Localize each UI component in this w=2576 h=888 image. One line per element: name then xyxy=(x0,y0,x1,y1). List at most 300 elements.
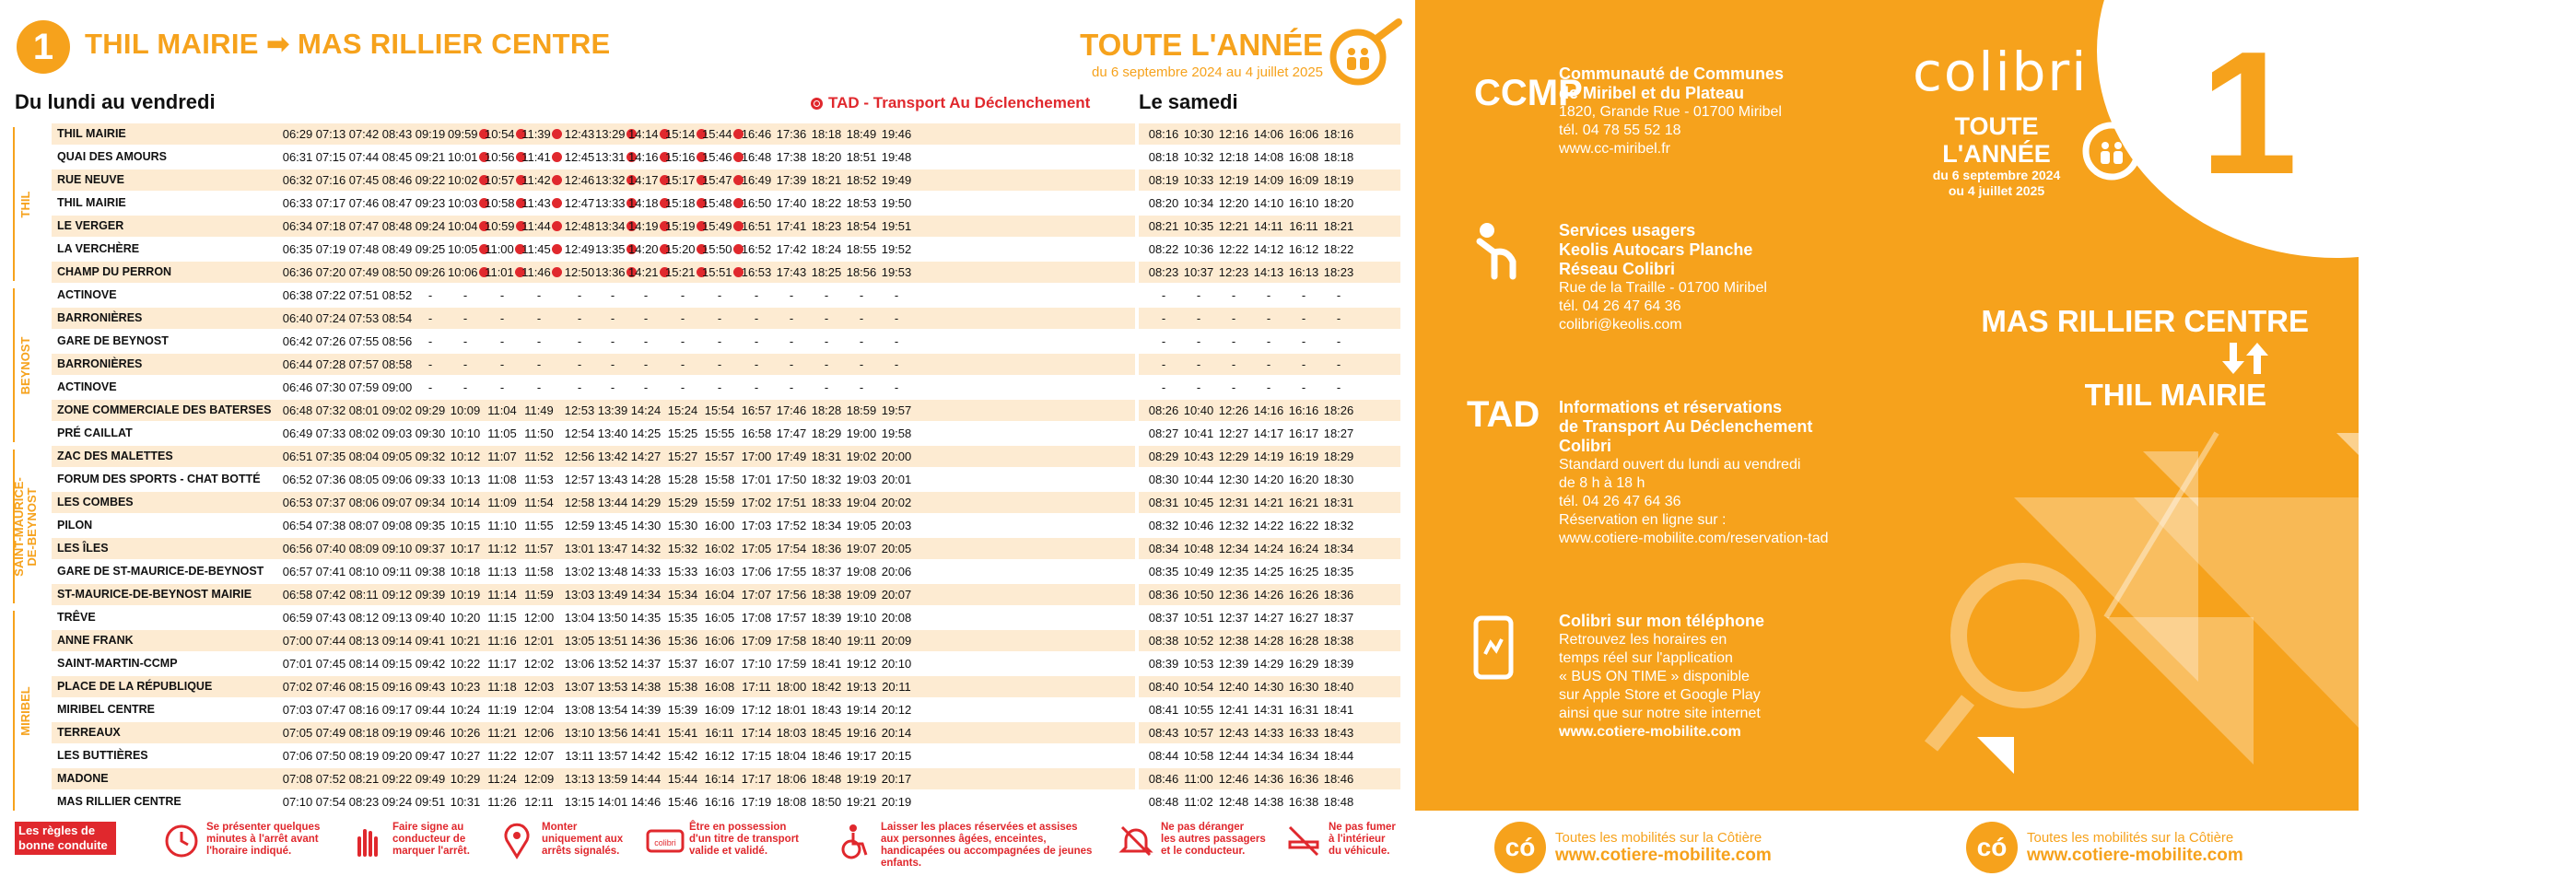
weekday-time: 07:53 xyxy=(348,311,380,325)
table-row xyxy=(13,169,1400,191)
weekday-time: 16:49 xyxy=(741,173,772,187)
table-row xyxy=(13,146,1400,168)
saturday-time: 14:36 xyxy=(1253,772,1284,786)
weekday-time: 18:34 xyxy=(811,519,842,532)
saturday-time: 16:29 xyxy=(1288,657,1319,671)
weekday-time: - xyxy=(680,288,685,302)
ccmp-phone: tél. 04 78 55 52 18 xyxy=(1559,123,1681,138)
weekday-time: 18:21 xyxy=(811,173,842,187)
saturday-time: 10:43 xyxy=(1183,450,1214,463)
weekday-time: 16:02 xyxy=(704,542,735,555)
table-row xyxy=(13,768,1400,789)
weekday-time: 09:00 xyxy=(381,380,413,394)
weekday-time: 07:18 xyxy=(315,219,346,233)
weekday-time: 06:53 xyxy=(282,496,313,509)
cotiere-footer-2[interactable] xyxy=(1966,822,2243,873)
cotiere-tagline: Toutes les mobilités sur la Côtière xyxy=(1555,829,1762,846)
zone-bar xyxy=(13,127,15,281)
saturday-time: 18:26 xyxy=(1323,403,1354,417)
phone-line-1: Retrouvez les horaires en xyxy=(1559,632,1727,648)
saturday-time: 18:38 xyxy=(1323,634,1354,648)
saturday-time: 12:48 xyxy=(1218,795,1249,809)
weekday-time: 17:02 xyxy=(741,496,772,509)
saturday-time: 12:46 xyxy=(1218,772,1249,786)
zone-label xyxy=(13,285,39,446)
weekday-time: - xyxy=(427,311,433,325)
period-dates-1: du 6 septembre 2024 xyxy=(1932,168,2061,182)
services-email[interactable]: colibri@keolis.com xyxy=(1559,317,1682,333)
weekday-time: 16:07 xyxy=(704,657,735,671)
saturday-time: 10:36 xyxy=(1183,242,1214,256)
stop-name: GARE DE BEYNOST xyxy=(57,334,169,347)
weekday-time: 15:55 xyxy=(704,426,735,440)
weekday-time: 16:51 xyxy=(741,219,772,233)
cotiere-website[interactable]: www.cotiere-mobilite.com xyxy=(2027,845,2243,865)
weekday-time: - xyxy=(894,334,899,348)
weekday-time: 06:58 xyxy=(282,588,313,602)
weekday-time: 17:08 xyxy=(741,611,772,625)
weekday-time: 10:10 xyxy=(450,426,481,440)
weekday-time: 09:23 xyxy=(415,196,446,210)
saturday-time: - xyxy=(1336,288,1341,302)
weekday-time: 07:48 xyxy=(348,242,380,256)
saturday-time: 08:38 xyxy=(1148,634,1179,648)
weekday-time: 08:13 xyxy=(348,634,380,648)
zone-name: BEYNOST xyxy=(18,336,32,394)
weekday-time: - xyxy=(577,334,582,348)
weekday-time: 17:01 xyxy=(741,473,772,486)
weekday-time: - xyxy=(499,380,505,394)
weekday-time: 06:38 xyxy=(282,288,313,302)
weekday-time: 07:17 xyxy=(315,196,346,210)
weekday-time: 15:46 xyxy=(667,795,698,809)
weekday-time: 11:39 xyxy=(521,123,562,145)
weekday-time: 09:46 xyxy=(415,726,446,740)
weekday-time: 09:40 xyxy=(415,611,446,625)
saturday-time: 10:53 xyxy=(1183,657,1214,671)
weekday-time: 12:45 xyxy=(564,150,595,164)
weekday-time: 10:03 xyxy=(448,193,488,214)
rule-item xyxy=(645,822,799,860)
weekday-time: 18:29 xyxy=(811,426,842,440)
weekday-time: 14:16 xyxy=(628,146,669,168)
weekday-time: - xyxy=(427,357,433,371)
weekday-time: 12:02 xyxy=(523,657,555,671)
weekday-time: 11:42 xyxy=(521,169,562,191)
weekday-time: 07:47 xyxy=(348,219,380,233)
weekday-time: - xyxy=(427,288,433,302)
weekday-time: 07:59 xyxy=(348,380,380,394)
weekday-time: 09:10 xyxy=(381,542,413,555)
weekday-time: 14:14 xyxy=(628,123,669,145)
weekday-time: 13:29 xyxy=(595,123,636,145)
weekday-time: 17:09 xyxy=(741,634,772,648)
weekday-time: 07:44 xyxy=(348,150,380,164)
weekday-time: - xyxy=(643,334,649,348)
saturday-time: - xyxy=(1266,334,1271,348)
weekday-time: 07:05 xyxy=(282,726,313,740)
saturday-time: 16:13 xyxy=(1288,265,1319,279)
weekday-time: 13:07 xyxy=(564,680,595,694)
weekday-time: 15:16 xyxy=(665,146,706,168)
rule-text: Ne pas fumer à l'intérieur du véhicule. xyxy=(1329,822,1396,857)
weekday-time: 07:22 xyxy=(315,288,346,302)
weekday-time: 17:59 xyxy=(776,657,807,671)
weekday-time: 09:06 xyxy=(381,473,413,486)
weekday-time: 20:03 xyxy=(881,519,912,532)
saturday-time: 12:20 xyxy=(1218,196,1249,210)
weekday-time: 19:50 xyxy=(881,196,912,210)
weekday-time: 12:46 xyxy=(564,173,595,187)
table-row xyxy=(13,262,1400,283)
weekday-time: 20:11 xyxy=(882,680,911,694)
services-title-3: Réseau Colibri xyxy=(1559,260,1676,278)
weekday-time: 17:11 xyxy=(742,680,771,694)
weekday-time: 13:52 xyxy=(597,657,628,671)
weekday-time: - xyxy=(680,311,685,325)
tad-phone: tél. 04 26 47 64 36 xyxy=(1559,494,1681,509)
hand-icon xyxy=(348,822,387,860)
weekday-time: 15:21 xyxy=(665,262,706,283)
rule-item xyxy=(1284,822,1396,860)
weekday-time: - xyxy=(754,311,759,325)
weekday-time: 18:20 xyxy=(811,150,842,164)
weekday-time: 11:53 xyxy=(524,473,554,486)
route-origin: THIL MAIRIE xyxy=(85,28,259,60)
zone-name: MIRIBEL xyxy=(18,685,32,736)
weekday-time: 07:49 xyxy=(348,265,380,279)
tad-logo: TAD xyxy=(1467,394,1540,435)
weekday-time: - xyxy=(499,311,505,325)
saturday-time: 14:12 xyxy=(1253,242,1284,256)
weekday-time: - xyxy=(789,334,794,348)
saturday-time: 12:40 xyxy=(1218,680,1249,694)
weekday-time: 18:41 xyxy=(811,657,842,671)
saturday-time: 14:27 xyxy=(1253,611,1284,625)
weekday-time: 17:54 xyxy=(776,542,807,555)
weekday-time: 11:12 xyxy=(487,542,517,555)
tad-title-1: Informations et réservations xyxy=(1559,398,1783,416)
stop-name: ACTINOVE xyxy=(57,380,117,393)
saturday-time: - xyxy=(1161,311,1166,325)
cotiere-footer-1[interactable] xyxy=(1494,822,1772,873)
weekday-time: - xyxy=(643,380,649,394)
weekday-time: 13:36 xyxy=(595,262,636,283)
saturday-time: 14:29 xyxy=(1253,657,1284,671)
tad-title-3: Colibri xyxy=(1559,437,1611,455)
weekday-time: 07:20 xyxy=(315,265,346,279)
weekday-time: 13:42 xyxy=(597,450,628,463)
saturday-time: 12:22 xyxy=(1218,242,1249,256)
weekday-time: 11:49 xyxy=(524,403,554,417)
weekday-time: 06:34 xyxy=(282,219,313,233)
period-line-1: TOUTE xyxy=(1954,112,2039,140)
saturday-time: 16:12 xyxy=(1288,242,1319,256)
weekday-time: 11:50 xyxy=(524,426,554,440)
weekday-time: 18:46 xyxy=(811,749,842,763)
phone-website[interactable]: www.cotiere-mobilite.com xyxy=(1559,724,1741,740)
table-row xyxy=(13,607,1400,628)
weekday-time: 13:31 xyxy=(595,146,636,168)
weekday-time: 15:58 xyxy=(704,473,735,486)
ccmp-name-1: Communauté de Communes xyxy=(1559,64,1785,83)
weekday-time: 10:19 xyxy=(450,588,481,602)
saturday-time: 12:34 xyxy=(1218,542,1249,555)
weekday-time: 20:06 xyxy=(881,565,912,578)
weekday-time: 18:32 xyxy=(811,473,842,486)
weekday-time: 09:51 xyxy=(415,795,446,809)
weekday-time: 07:35 xyxy=(315,450,346,463)
decorative-arrows xyxy=(1913,415,2359,811)
saturday-time: 16:16 xyxy=(1288,403,1319,417)
cotiere-website[interactable]: www.cotiere-mobilite.com xyxy=(1555,845,1772,865)
saturday-time: - xyxy=(1266,380,1271,394)
weekday-time: 06:48 xyxy=(282,403,313,417)
weekday-time: 14:01 xyxy=(597,795,628,809)
weekday-time: 13:59 xyxy=(597,772,628,786)
weekday-time: 08:11 xyxy=(349,588,379,602)
saturday-time: 14:33 xyxy=(1253,726,1284,740)
weekday-time: - xyxy=(894,311,899,325)
weekday-time: 12:07 xyxy=(523,749,555,763)
weekday-time: 08:15 xyxy=(348,680,380,694)
weekday-time: 15:14 xyxy=(665,123,706,145)
period-header xyxy=(1080,28,1323,80)
weekday-time: 08:10 xyxy=(348,565,380,578)
weekday-time: 08:09 xyxy=(348,542,380,555)
weekday-time: 11:15 xyxy=(487,611,517,625)
info-panel xyxy=(1415,0,2359,888)
weekday-time: 18:51 xyxy=(846,150,877,164)
weekday-time: 09:41 xyxy=(415,634,446,648)
weekday-time: 10:23 xyxy=(450,680,481,694)
weekday-time: 09:34 xyxy=(415,496,446,509)
weekday-time: 20:02 xyxy=(881,496,912,509)
weekday-time: 08:04 xyxy=(348,450,380,463)
tad-reservation-link[interactable]: www.cotiere-mobilite.com/reservation-tad xyxy=(1559,531,1829,546)
weekday-time: - xyxy=(536,311,542,325)
table-row xyxy=(13,354,1400,375)
phone-line-5: ainsi que sur notre site internet xyxy=(1559,706,1761,721)
weekday-time: 10:14 xyxy=(450,496,481,509)
saturday-time: 18:30 xyxy=(1323,473,1354,486)
period-title: TOUTE L'ANNÉE xyxy=(1080,28,1323,62)
weekday-time: 13:01 xyxy=(564,542,595,555)
weekday-time: - xyxy=(463,357,468,371)
weekday-time: 06:33 xyxy=(282,196,313,210)
weekday-time: 19:49 xyxy=(881,173,912,187)
saturday-time: 18:48 xyxy=(1323,795,1354,809)
table-row xyxy=(13,584,1400,605)
saturday-time: 18:44 xyxy=(1323,749,1354,763)
saturday-time: 18:22 xyxy=(1323,242,1354,256)
weekday-time: 17:41 xyxy=(776,219,807,233)
weekday-time: 11:14 xyxy=(487,588,517,602)
weekday-time: 13:10 xyxy=(564,726,595,740)
weekday-time: 13:47 xyxy=(597,542,628,555)
weekday-time: 09:42 xyxy=(415,657,446,671)
saturday-time: 14:20 xyxy=(1253,473,1284,486)
weekday-time: 08:07 xyxy=(348,519,380,532)
saturday-time: 18:37 xyxy=(1323,611,1354,625)
weekday-time: 17:52 xyxy=(776,519,807,532)
weekday-time: 13:08 xyxy=(564,703,595,717)
stop-name: ACTINOVE xyxy=(57,288,117,301)
weekday-time: - xyxy=(859,311,864,325)
saturday-time: 08:19 xyxy=(1148,173,1179,187)
saturday-time: - xyxy=(1161,288,1166,302)
period-line-2: L'ANNÉE xyxy=(1942,140,2051,168)
saturday-time: 16:06 xyxy=(1288,127,1319,141)
weekday-time: 18:40 xyxy=(811,634,842,648)
weekday-time: 15:51 xyxy=(702,262,743,283)
weekday-time: 15:17 xyxy=(665,169,706,191)
weekday-time: 14:20 xyxy=(628,239,669,260)
weekday-time: 18:39 xyxy=(811,611,842,625)
weekday-time: 12:03 xyxy=(523,680,555,694)
weekday-time: 16:50 xyxy=(741,196,772,210)
saturday-time: 10:50 xyxy=(1183,588,1214,602)
weekday-time: 07:50 xyxy=(315,749,346,763)
saturday-time: - xyxy=(1196,288,1201,302)
rule-text: Être en possession d'un titre de transport valide et validé. xyxy=(689,822,800,857)
weekday-time: 16:08 xyxy=(704,680,735,694)
saturday-time: 12:16 xyxy=(1218,127,1249,141)
table-row xyxy=(13,699,1400,720)
weekday-time: 16:09 xyxy=(704,703,735,717)
ccmp-logo xyxy=(1470,63,1583,127)
weekday-time: 17:56 xyxy=(776,588,807,602)
weekday-time: - xyxy=(680,357,685,371)
weekday-time: 09:39 xyxy=(415,588,446,602)
weekday-time: 07:13 xyxy=(315,127,346,141)
weekday-time: - xyxy=(536,357,542,371)
stop-name: TRÊVE xyxy=(57,611,96,624)
saturday-time: 14:21 xyxy=(1253,496,1284,509)
tad-line-2: de 8 h à 18 h xyxy=(1559,475,1645,491)
saturday-time: 12:37 xyxy=(1218,611,1249,625)
weekday-time: 20:09 xyxy=(881,634,912,648)
zone-label xyxy=(13,123,39,285)
saturday-time: 18:20 xyxy=(1323,196,1354,210)
no-disturb-icon xyxy=(1117,822,1155,860)
saturday-time: - xyxy=(1301,380,1306,394)
weekday-time: 11:19 xyxy=(487,703,517,717)
weekday-time: 14:46 xyxy=(630,795,662,809)
weekday-time: 11:10 xyxy=(487,519,517,532)
saturday-time: 10:32 xyxy=(1183,150,1214,164)
weekday-time: 18:18 xyxy=(811,127,842,141)
stop-name: BARRONIÈRES xyxy=(57,357,143,370)
weekday-time: 07:33 xyxy=(315,426,346,440)
rule-item xyxy=(162,822,320,860)
weekday-time: - xyxy=(463,380,468,394)
weekday-time: 06:29 xyxy=(282,127,313,141)
weekday-time: 09:08 xyxy=(381,519,413,532)
weekday-time: - xyxy=(610,288,615,302)
weekday-time: 08:12 xyxy=(348,611,380,625)
tad-info xyxy=(1559,398,1829,548)
ccmp-website[interactable]: www.cc-miribel.fr xyxy=(1559,141,1670,157)
weekday-time: 14:30 xyxy=(630,519,662,532)
weekday-time: 15:44 xyxy=(702,123,743,145)
weekday-time: 13:48 xyxy=(597,565,628,578)
weekday-time: - xyxy=(536,334,542,348)
weekday-time: 07:55 xyxy=(348,334,380,348)
weekday-time: 07:46 xyxy=(315,680,346,694)
destination-bottom: THIL MAIRIE xyxy=(2084,378,2266,412)
weekday-time: - xyxy=(499,288,505,302)
weekday-time: 10:17 xyxy=(450,542,481,555)
saturday-time: - xyxy=(1301,357,1306,371)
weekday-time: 10:21 xyxy=(450,634,481,648)
weekday-time: 14:18 xyxy=(628,193,669,214)
saturday-time: 14:30 xyxy=(1253,680,1284,694)
saturday-time: 18:40 xyxy=(1323,680,1354,694)
weekday-time: 07:52 xyxy=(315,772,346,786)
weekday-time: 17:14 xyxy=(741,726,772,740)
weekday-time: 06:46 xyxy=(282,380,313,394)
weekday-time: 18:03 xyxy=(776,726,807,740)
saturday-time: 16:31 xyxy=(1288,703,1319,717)
weekday-time: - xyxy=(859,288,864,302)
weekday-time: 15:38 xyxy=(667,680,698,694)
saturday-time: - xyxy=(1196,311,1201,325)
stop-name: PLACE DE LA RÉPUBLIQUE xyxy=(57,680,213,693)
weekday-time: - xyxy=(577,311,582,325)
weekday-time: 09:43 xyxy=(415,680,446,694)
saturday-time: 10:35 xyxy=(1183,219,1214,233)
weekday-time: 09:03 xyxy=(381,426,413,440)
weekday-time: 14:33 xyxy=(630,565,662,578)
weekday-time: 09:24 xyxy=(381,795,413,809)
weekday-time: 07:16 xyxy=(315,173,346,187)
weekday-time: 20:01 xyxy=(881,473,912,486)
weekday-time: 09:33 xyxy=(415,473,446,486)
weekday-time: 13:56 xyxy=(597,726,628,740)
saturday-time: 10:40 xyxy=(1183,403,1214,417)
table-row xyxy=(13,331,1400,352)
weekday-time: 09:19 xyxy=(381,726,413,740)
weekday-time: 08:49 xyxy=(381,242,413,256)
weekday-time: 17:40 xyxy=(776,196,807,210)
weekday-time: 10:12 xyxy=(450,450,481,463)
saturday-time: 18:32 xyxy=(1323,519,1354,532)
saturday-time: - xyxy=(1301,288,1306,302)
table-row xyxy=(13,791,1400,812)
weekday-time: 20:07 xyxy=(881,588,912,602)
weekday-time: 10:20 xyxy=(450,611,481,625)
table-row xyxy=(13,308,1400,329)
weekday-time: 18:24 xyxy=(811,242,842,256)
weekday-time: 19:17 xyxy=(846,749,877,763)
saturday-time: 10:41 xyxy=(1183,426,1214,440)
weekday-time: 15:41 xyxy=(667,726,698,740)
weekday-time: 10:58 xyxy=(485,193,525,214)
weekday-time: - xyxy=(789,380,794,394)
weekday-time: 13:44 xyxy=(597,496,628,509)
weekday-time: 13:45 xyxy=(597,519,628,532)
weekday-time: 11:43 xyxy=(521,193,562,214)
weekday-time: - xyxy=(717,380,722,394)
cotiere-logo: có xyxy=(1494,822,1546,873)
weekday-time: 12:53 xyxy=(564,403,595,417)
weekday-time: 19:11 xyxy=(847,634,876,648)
weekday-time: 07:36 xyxy=(315,473,346,486)
weekday-time: 14:42 xyxy=(630,749,662,763)
weekday-time: 10:01 xyxy=(448,146,488,168)
weekday-time: 18:01 xyxy=(776,703,807,717)
